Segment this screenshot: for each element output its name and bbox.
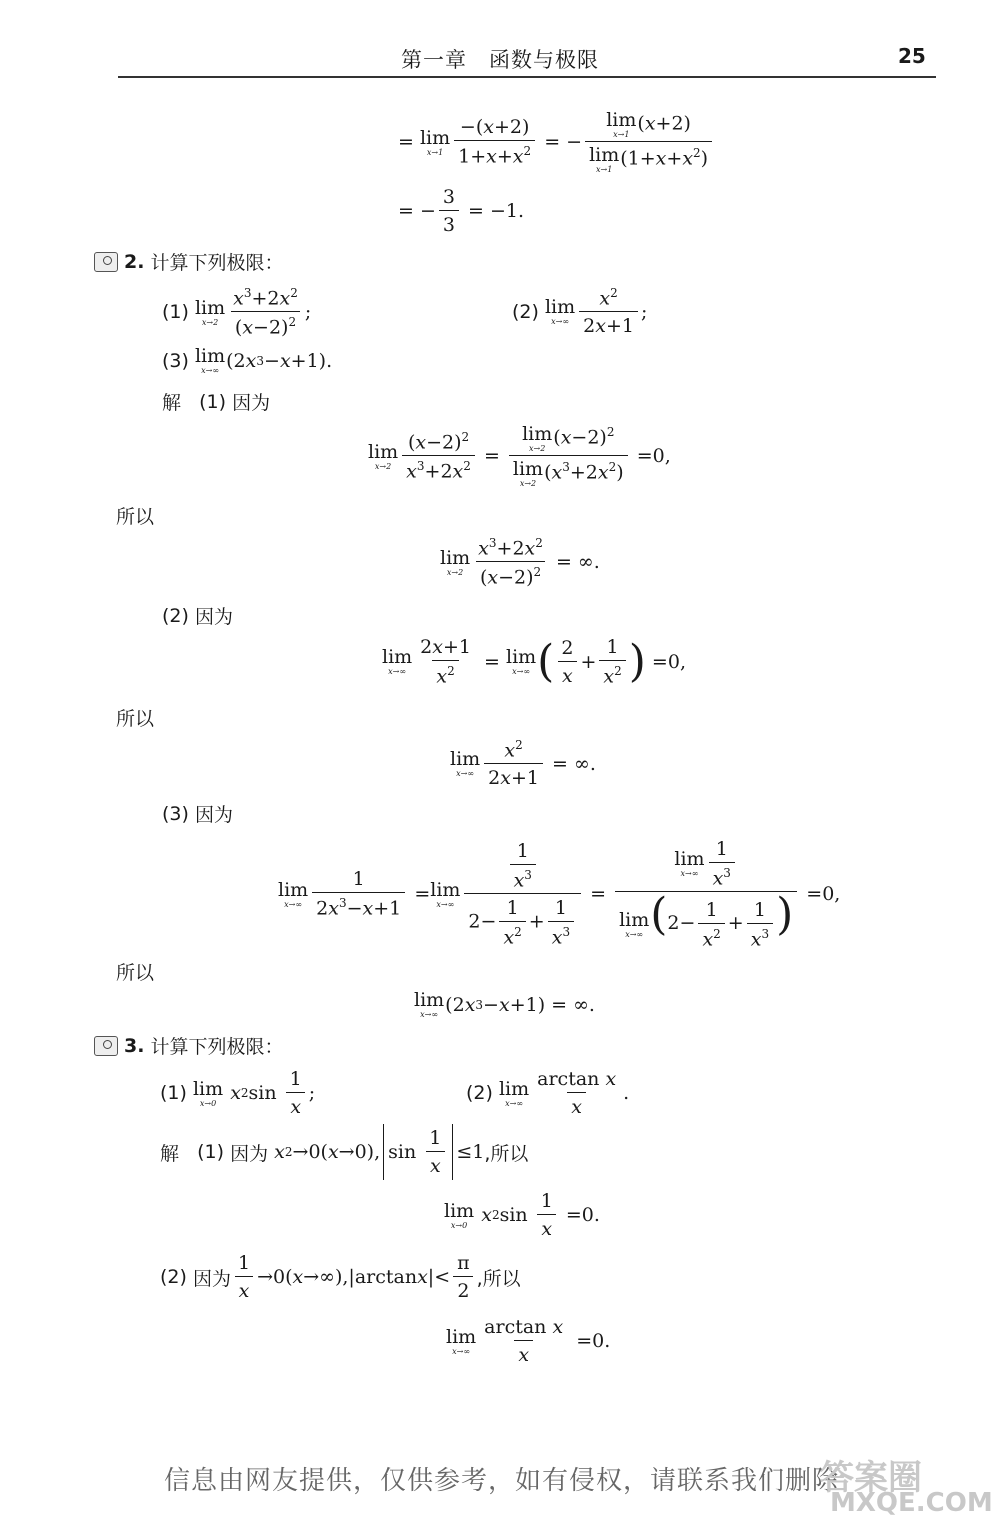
formula-2-2-result: lim x→∞ $\frac{x^2}{2x+1}$ = ∞.	[450, 738, 596, 790]
watermark-notice: 信息由网友提供，仅供参考，如有侵权，请联系我们删除	[164, 1466, 840, 1496]
therefore-1: 所以	[116, 506, 155, 528]
header-rule	[118, 76, 936, 78]
formula-2-2: lim x→∞ $\frac{2x+1}{x^2}$ = lim x→∞ ( $\frac{2}{x}$ + $\frac{1}{x^2}$ ) =0,	[382, 635, 686, 688]
formula-continuation-2: = − $\frac{3}{3}$ = −1.	[398, 186, 525, 236]
formula-3-1-result: lim x→0 x 2 sin $\frac{1}{x}$ =0.	[444, 1190, 600, 1240]
problem-2-item-3: (3) lim x→∞ (2 x 3 − x +1).	[162, 345, 333, 375]
watermark-url: MXQE.COM	[830, 1488, 993, 1518]
problem-2-item-2: (2) lim x→∞ $\frac{x^2}{2x+1}$ ;	[512, 286, 648, 338]
formula-continuation-1: = lim x→1 $\frac{-(x+2)}{1+x+x^2}$ = − lim x→1 (x+2) lim x→1 $(1+x+x^2)$	[398, 110, 715, 174]
problem-icon	[94, 252, 118, 272]
solution-2-3-intro: (3) 因为	[162, 802, 233, 826]
formula-2-1-result: lim x→2 $\frac{x^3+2x^2}{(x-2)^2}$ = ∞.	[440, 536, 600, 589]
formula-2-1: lim x→2 $\frac{(x-2)^2}{x^3+2x^2}$ = lim x→2 $(x-2)^2$ lim x→2 $(x^3+2x^2)$ =0,	[368, 423, 671, 488]
problem-3-item-1: (1) lim x→0 x 2 sin $\frac{1}{x}$ ;	[160, 1068, 316, 1118]
formula-2-3-result: lim x→∞ (2 x 3 − x +1) = ∞.	[414, 989, 595, 1019]
chapter-title: 第一章 函数与极限	[401, 48, 599, 72]
problem-icon	[94, 1036, 118, 1056]
solution-2-2-intro: (2) 因为	[162, 604, 233, 628]
problem-prompt: 计算下列极限：	[150, 1036, 284, 1058]
problem-number: 2.	[124, 250, 145, 273]
page-number: 25	[898, 44, 926, 68]
formula-2-3: lim x→∞ $\frac{1}{2x^3-x+1}$ = lim x→∞ $\frac{1}{x^3}$ 2− $\frac{1}{x^2}$ + $\frac{1}{x^3}$ = lim x→∞ $\frac{1}{x^3}$ lim x→∞ (2− $\frac{1}{x^2}$ + $\frac{1}{x^3}$ ) =0,	[278, 838, 841, 950]
problem-3-item-2: (2) lim x→∞ $\frac{\text{arctan x}}{x}$ .	[466, 1068, 630, 1118]
problem-2-heading	[94, 248, 284, 275]
watermark-logo: 答案圈	[820, 1458, 922, 1498]
problem-prompt: 计算下列极限：	[150, 252, 284, 274]
problem-2-item-1: (1) lim x→2 $\frac{x^3+2x^2}{(x-2)^2}$ ;	[162, 286, 312, 339]
formula-3-2-result: lim x→∞ $\frac{\text{arctan x}}{x}$ =0.	[446, 1316, 611, 1366]
therefore-3: 所以	[116, 962, 155, 984]
therefore-2: 所以	[116, 708, 155, 730]
solution-2-1-intro: 解 (1) 因为	[162, 390, 271, 414]
problem-number: 3.	[124, 1034, 145, 1057]
solution-3-1-intro: 解 (1) 因为 x 2 →0( x →0), sin $\frac{1}{x}$ ≤1 ,所以	[160, 1124, 528, 1180]
solution-3-2-intro: (2) 因为 $\frac{1}{x}$ →0( x →∞),|arctan x |< $\frac{\pi}{2}$ ,所以	[160, 1252, 521, 1302]
problem-3-heading	[94, 1032, 284, 1059]
